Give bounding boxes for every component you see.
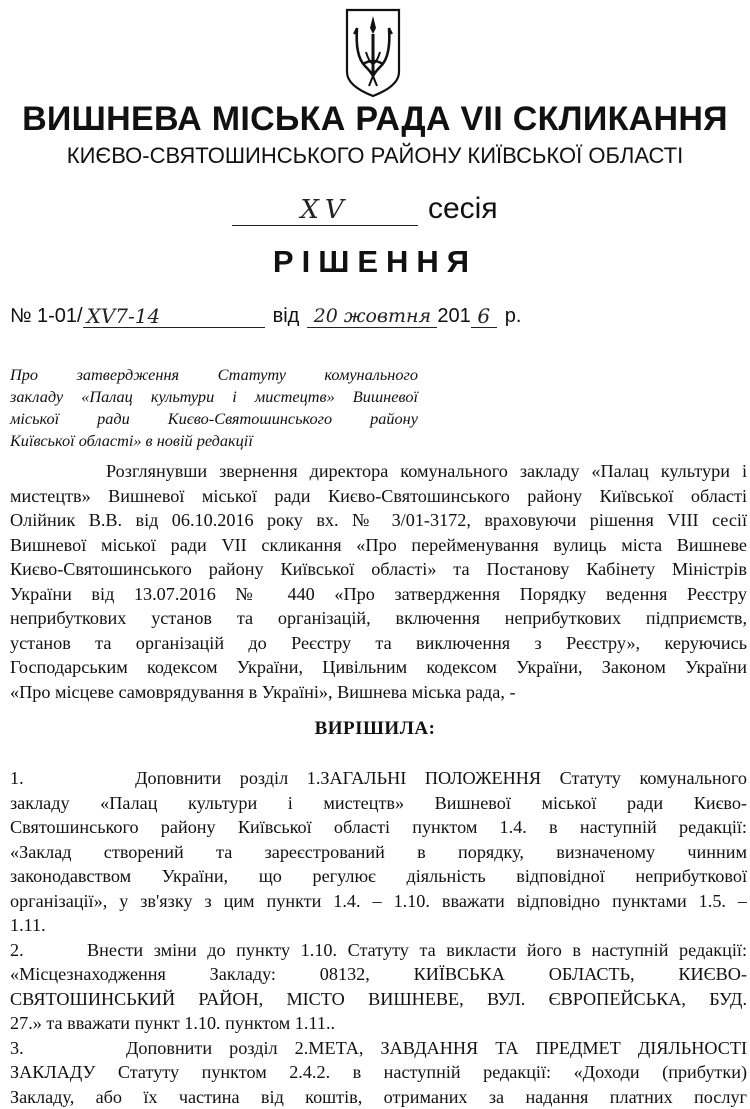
preamble-line: установ та організацій до Реєстру та виключення з Реєстру», керуючись xyxy=(10,631,747,656)
date-prefix: від xyxy=(273,305,300,328)
decision-number-line xyxy=(10,298,521,328)
preamble-line: Вишневої міської ради VII скликання «Про перейменування вулиць міста Вишневе xyxy=(10,533,747,558)
preamble-paragraph xyxy=(10,459,747,704)
item-line: 3. Доповнити розділ 2.МЕТА, ЗАВДАННЯ ТА ПРЕДМЕТ ДІЯЛЬНОСТІ xyxy=(10,1036,747,1061)
item-line: «Заклад створений та зареєстрований в порядку, визначеному чинним xyxy=(10,840,747,865)
preamble-line: мистецтв» Вишневої міської ради Києво-Святошинського району Київської області xyxy=(10,484,747,509)
preamble-line: неприбуткових установ та організацій, включення неприбуткових підприємств, xyxy=(10,606,747,631)
subject-line: Київської області» в новій редакції xyxy=(10,430,418,452)
preamble-line: Олійник В.В. від 06.10.2016 року вх. № 3/01-3172, враховуючи рішення VIII сесії xyxy=(10,508,747,533)
item-line: 27.» та вважати пункт 1.10. пунктом 1.11.. xyxy=(10,1011,747,1036)
decision-year-handwritten: 6 xyxy=(471,306,497,328)
subject-line: Про затвердження Статуту комунального xyxy=(10,364,418,386)
item-line: закладу «Палац культури і мистецтв» Вишневої міської ради Києво- xyxy=(10,791,747,816)
decision-number-handwritten: XV7-14 xyxy=(83,306,265,328)
decision-date-handwritten: 20 жовтня xyxy=(307,307,437,328)
item-line: законодавством України, що регулює діяльність відповідної неприбуткової xyxy=(10,864,747,889)
subject-line: міської ради Києво-Святошинського району xyxy=(10,408,418,430)
item-line: Закладу, або їх частина від коштів, отриманих за надання платних послуг xyxy=(10,1085,747,1109)
item-line: 1.11. xyxy=(10,913,747,938)
item-line: «Місцезнаходження Закладу: 08132, КИЇВСЬКА ОБЛАСТЬ, КИЄВО- xyxy=(10,962,747,987)
item-line: СВЯТОШИНСЬКИЙ РАЙОН, МІСТО ВИШНЕВЕ, ВУЛ. ЄВРОПЕЙСЬКА, БУД. xyxy=(10,987,747,1012)
trident-emblem-icon xyxy=(343,6,403,98)
council-title: ВИШНЕВА МІСЬКА РАДА VII СКЛИКАННЯ xyxy=(0,100,750,139)
item-line: 1. Доповнити розділ 1.ЗАГАЛЬНІ ПОЛОЖЕННЯ Статуту комунального xyxy=(10,766,747,791)
subject-line: закладу «Палац культури і мистецтв» Вишневої xyxy=(10,386,418,408)
decision-title: РІШЕННЯ xyxy=(0,244,750,280)
preamble-line: Господарським кодексом України, Цивільним кодексом України, Законом України xyxy=(10,655,747,680)
resolved-heading: ВИРІШИЛА: xyxy=(0,718,750,740)
resolution-items xyxy=(10,766,747,1109)
item-line: Святошинського району Київської області пунктом 1.4. в наступній редакції: xyxy=(10,815,747,840)
item-line: організації», у зв'язку з цим пункти 1.4. – 1.10. вважати відповідно пунктами 1.5. – xyxy=(10,889,747,914)
preamble-line: «Про місцеве самоврядування в Україні», Вишнева міська рада, - xyxy=(10,680,747,705)
number-prefix: № 1-01/ xyxy=(10,305,83,328)
item-line: ЗАКЛАДУ Статуту пунктом 2.4.2. в наступній редакції: «Доходи (прибутки) xyxy=(10,1060,747,1085)
year-prefix: 201 xyxy=(437,305,470,328)
preamble-line: Києво-Святошинського району Київської області» та Постанову Кабінету Міністрів xyxy=(10,557,747,582)
session-line xyxy=(232,190,498,226)
council-subtitle: КИЄВО-СВЯТОШИНСЬКОГО РАЙОНУ КИЇВСЬКОЇ ОБЛАСТІ xyxy=(0,143,750,169)
preamble-line: Розглянувши звернення директора комунального закладу «Палац культури і xyxy=(10,459,747,484)
session-number-handwritten: XV xyxy=(232,197,418,226)
preamble-line: України від 13.07.2016 № 440 «Про затвердження Порядку ведення Реєстру xyxy=(10,582,747,607)
item-line: 2. Внести зміни до пункту 1.10. Статуту та викласти його в наступній редакції: xyxy=(10,938,747,963)
year-suffix: р. xyxy=(505,305,522,328)
decision-subject xyxy=(10,364,418,452)
session-label: сесія xyxy=(428,192,498,226)
